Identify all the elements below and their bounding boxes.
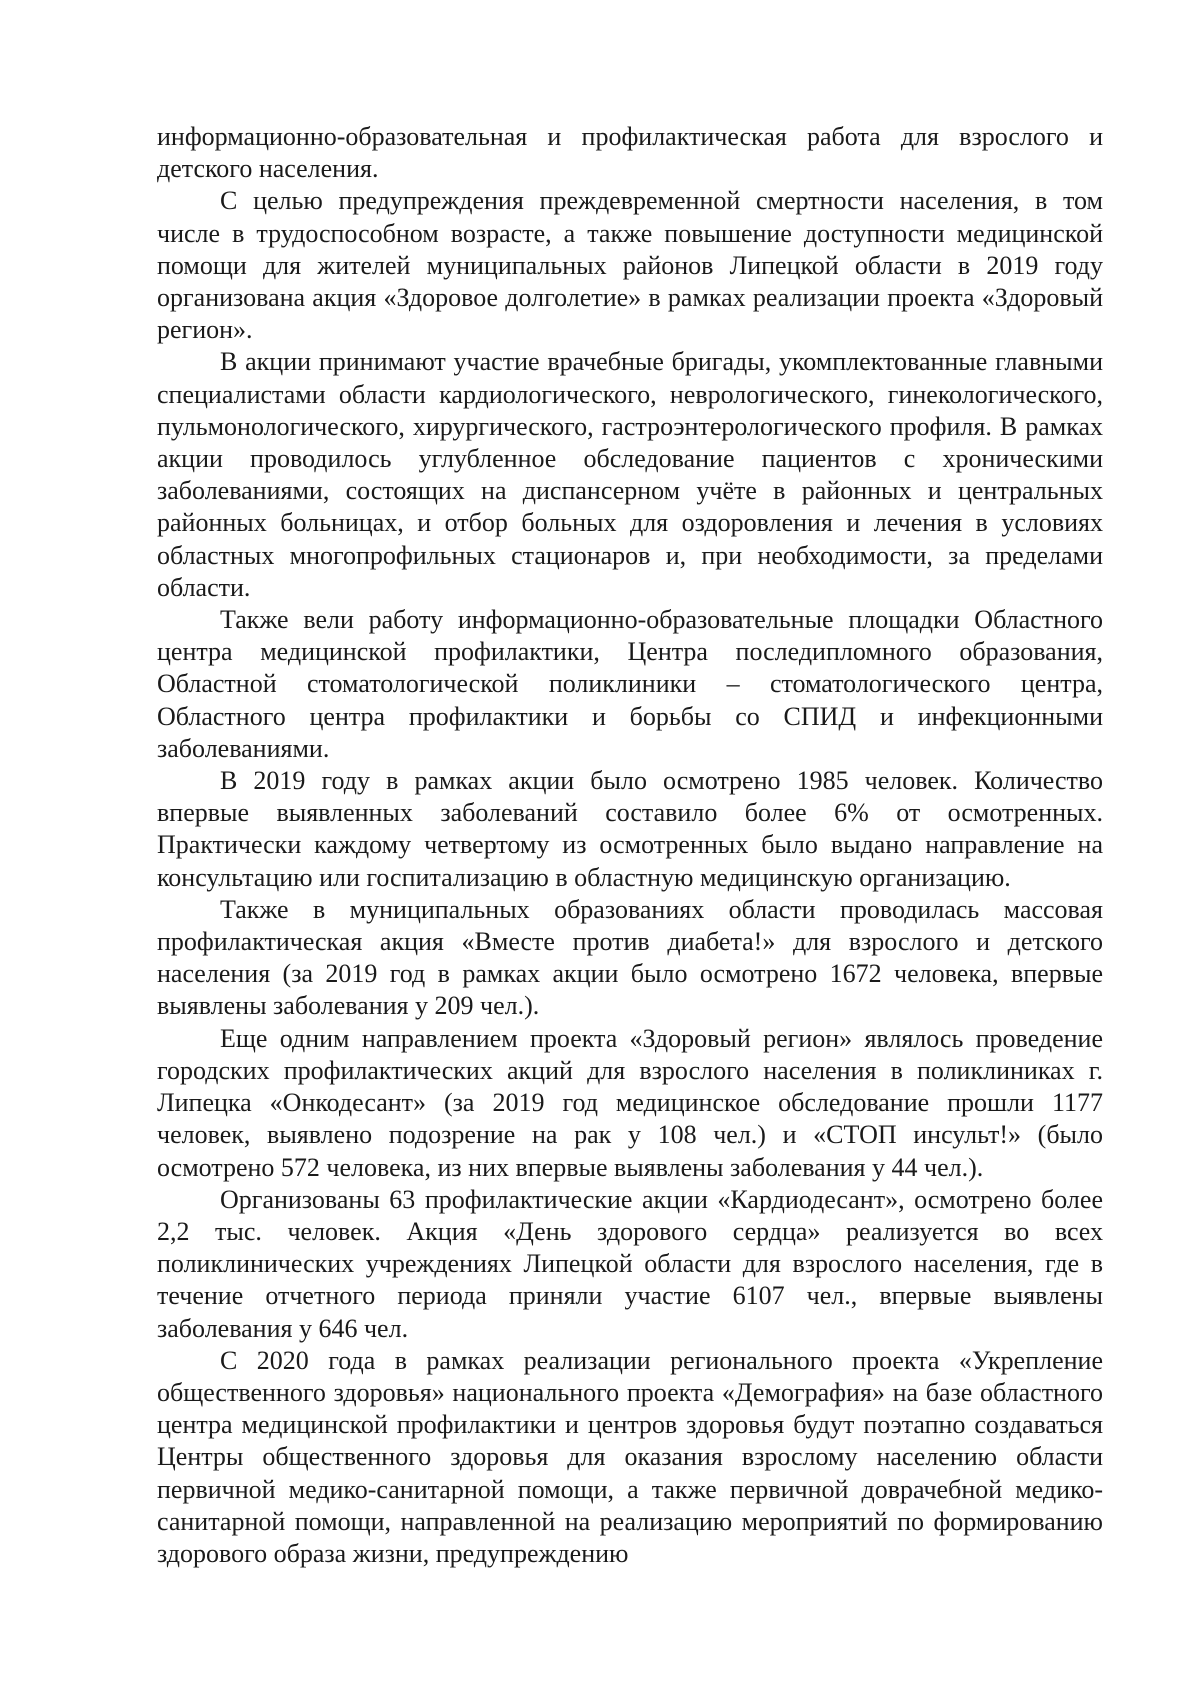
paragraph-cardio-campaigns: Организованы 63 профилактические акции «Кардиодесант», осмотрено более 2,2 тыс. человек. Акция «День здорового сердца» реализуется во всех поликлинических учреждениях Липецкой области для взрослого населения, где в течение отчетного периода приняли участие 6107 чел., впервые выявлены заболевания у 646 чел.: [157, 1184, 1103, 1343]
paragraph-continuation: информационно-образовательная и профилактическая работа для взрослого и детского населения.: [157, 122, 1103, 184]
paragraph-2019-results: В 2019 году в рамках акции было осмотрено 1985 человек. Количество впервые выявленных заболеваний составило более 6% от осмотренных. Практически каждому четвертому из осмотренных было выдано направление на консультацию или госпитализацию в областную медицинскую организацию.: [157, 766, 1103, 892]
paragraph-info-platforms: Также вели работу информационно-образовательные площадки Областного центра медицинской профилактики, Центра последипломного образования, Областной стоматологической поликлиники – стоматологического центра, Областного центра профилактики и борьбы со СПИД и инфекционными заболеваниями.: [157, 605, 1103, 763]
paragraph-city-campaigns: Еще одним направлением проекта «Здоровый регион» являлось проведение городских профилактических акций для взрослого населения в поликлиниках г. Липецка «Онкодесант» (за 2019 год медицинское обследование прошли 1177 человек, выявлено подозрение на рак у 108 чел.) и «СТОП инсульт!» (было осмотрено 572 человека, из них впервые выявлены заболевания у 44 чел.).: [157, 1023, 1103, 1182]
paragraph-diabetes-campaign: Также в муниципальных образованиях области проводилась массовая профилактическая акция «Вместе против диабета!» для взрослого и детского населения (за 2019 год в рамках акции было осмотрено 1672 человека, впервые выявлены заболевания у 209 чел.).: [157, 894, 1103, 1021]
paragraph-public-health-centers: С 2020 года в рамках реализации регионального проекта «Укрепление общественного здоровья» национального проекта «Демография» на базе областного центра медицинской профилактики и центров здоровья будут поэтапно создаваться Центры общественного здоровья для оказания взрослому населению области первичной медико-санитарной помощи, а также первичной доврачебной медико-санитарной помощи, направленной на реализацию мероприятий по формированию здорового образа жизни, предупреждению: [157, 1345, 1103, 1568]
document-body: [157, 121, 1103, 1570]
paragraph-zdorovoe-dolgoletie: С целью предупреждения преждевременной смертности населения, в том числе в трудоспособном возрасте, а также повышение доступности медицинской помощи для жителей муниципальных районов Липецкой области в 2019 году организована акция «Здоровое долголетие» в рамках реализации проекта «Здоровый регион».: [157, 186, 1103, 345]
paragraph-medical-teams: В акции принимают участие врачебные бригады, укомплектованные главными специалистами области кардиологического, неврологического, гинекологического, пульмонологического, хирургического, гастроэнтерологического профиля. В рамках акции проводилось углубленное обследование пациентов с хроническими заболеваниями, состоящих на диспансерном учёте в районных и центральных районных больницах, и отбор больных для оздоровления и лечения в условиях областных многопрофильных стационаров и, при необходимости, за пределами области.: [157, 347, 1103, 602]
